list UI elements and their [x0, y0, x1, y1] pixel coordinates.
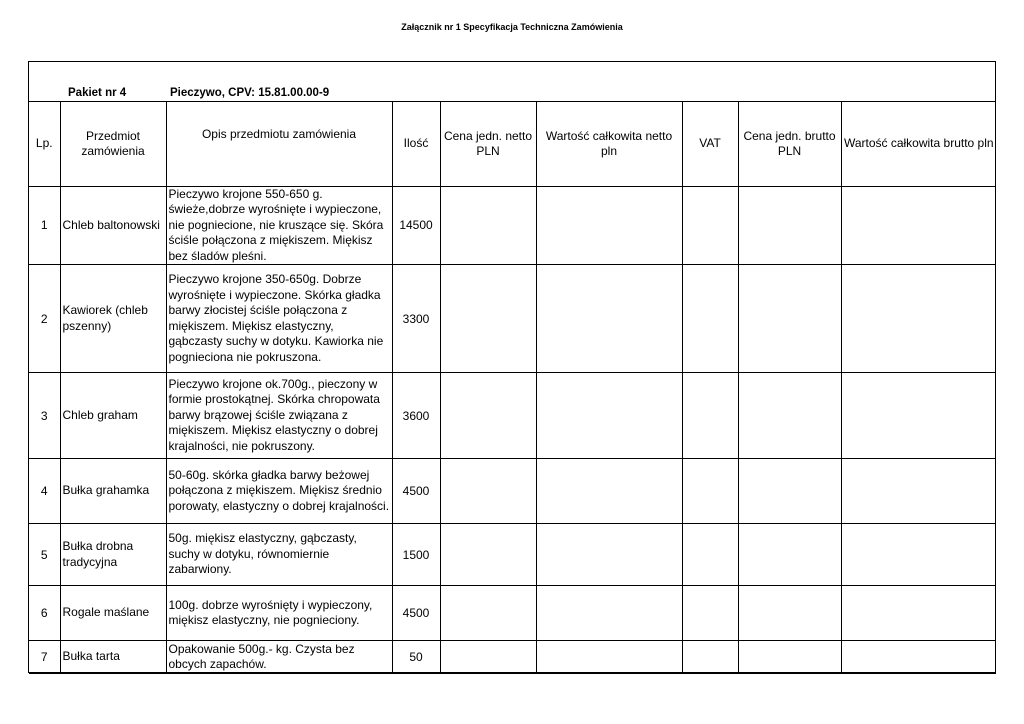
row-unit-gross: [738, 459, 841, 524]
row-vat: [682, 373, 738, 459]
row-description: Pieczywo krojone ok.700g., pieczony w formie prostokątnej. Skórka chropowata barwy brązowej ściśle związana z miękiszem. Miękisz elastyczny o dobrej krajalności, nie pokruszony.: [166, 373, 392, 459]
row-total-net: [536, 641, 682, 674]
row-unit-gross: [738, 265, 841, 373]
row-vat: [682, 265, 738, 373]
row-quantity: 4500: [392, 459, 440, 524]
row-lp: 1: [29, 186, 60, 265]
specification-table: [29, 102, 996, 674]
header-vat: VAT: [682, 102, 738, 186]
row-total-gross: [841, 524, 996, 586]
header-item: Przedmiot zamówienia: [60, 102, 166, 186]
row-lp: 4: [29, 459, 60, 524]
row-total-gross: [841, 586, 996, 641]
row-item: Kawiorek (chleb pszenny): [60, 265, 166, 373]
row-total-net: [536, 586, 682, 641]
row-description: 50g. miękisz elastyczny, gąbczasty, suchy w dotyku, równomiernie zabarwiony.: [166, 524, 392, 586]
header-total-net: Wartość całkowita netto pln: [536, 102, 682, 186]
row-unit-net: [440, 586, 536, 641]
table-row: [29, 524, 996, 586]
table-row: [29, 186, 996, 265]
row-item: Chleb baltonowski: [60, 186, 166, 265]
row-total-gross: [841, 186, 996, 265]
row-unit-gross: [738, 641, 841, 674]
header-unit-net: Cena jedn. netto PLN: [440, 102, 536, 186]
row-unit-net: [440, 265, 536, 373]
row-quantity: 14500: [392, 186, 440, 265]
row-vat: [682, 186, 738, 265]
package-number: Pakiet nr 4: [68, 87, 127, 99]
row-item: Bułka drobna tradycyjna: [60, 524, 166, 586]
row-total-gross: [841, 265, 996, 373]
row-quantity: 3300: [392, 265, 440, 373]
header-lp: Lp.: [29, 102, 60, 186]
row-total-net: [536, 186, 682, 265]
table-row: [29, 641, 996, 674]
row-unit-gross: [738, 373, 841, 459]
row-unit-net: [440, 373, 536, 459]
row-total-gross: [841, 373, 996, 459]
row-item: Bułka grahamka: [60, 459, 166, 524]
row-lp: 3: [29, 373, 60, 459]
header-quantity: Ilość: [392, 102, 440, 186]
row-unit-net: [440, 186, 536, 265]
header-total-gross: Wartość całkowita brutto pln: [841, 102, 996, 186]
row-quantity: 1500: [392, 524, 440, 586]
row-quantity: 3600: [392, 373, 440, 459]
table-header-row: [29, 102, 996, 186]
row-vat: [682, 586, 738, 641]
header-unit-gross: Cena jedn. brutto PLN: [738, 102, 841, 186]
row-description: 100g. dobrze wyrośnięty i wypieczony, miękisz elastyczny, nie pognieciony.: [166, 586, 392, 641]
row-lp: 7: [29, 641, 60, 674]
table-row: [29, 586, 996, 641]
row-total-net: [536, 265, 682, 373]
table-row: [29, 373, 996, 459]
row-quantity: 4500: [392, 586, 440, 641]
package-name: Pieczywo, CPV: 15.81.00.00-9: [170, 87, 330, 99]
row-total-gross: [841, 641, 996, 674]
row-description: 50-60g. skórka gładka barwy beżowej połączona z miękiszem. Miękisz średnio porowaty, elastyczny o dobrej krajalności.: [166, 459, 392, 524]
header-description: Opis przedmiotu zamówienia: [166, 102, 392, 186]
row-item: Chleb graham: [60, 373, 166, 459]
row-item: Rogale maślane: [60, 586, 166, 641]
row-vat: [682, 459, 738, 524]
table-row: [29, 265, 996, 373]
table-row: [29, 459, 996, 524]
row-lp: 2: [29, 265, 60, 373]
row-description: Opakowanie 500g.- kg. Czysta bez obcych zapachów.: [166, 641, 392, 674]
row-unit-net: [440, 459, 536, 524]
row-total-net: [536, 459, 682, 524]
row-vat: [682, 641, 738, 674]
row-lp: 5: [29, 524, 60, 586]
row-lp: 6: [29, 586, 60, 641]
row-total-net: [536, 373, 682, 459]
row-total-gross: [841, 459, 996, 524]
row-unit-gross: [738, 524, 841, 586]
row-item: Bułka tarta: [60, 641, 166, 674]
row-unit-gross: [738, 586, 841, 641]
row-unit-net: [440, 524, 536, 586]
row-unit-gross: [738, 186, 841, 265]
row-quantity: 50: [392, 641, 440, 674]
row-description: Pieczywo krojone 350-650g. Dobrze wyrośnięte i wypieczone. Skórka gładka barwy złocistej ściśle połączona z miękiszem. Miękisz elastyczny, gąbczasty suchy w dotyku. Kawiorka nie pognieciona nie pokruszona.: [166, 265, 392, 373]
document-title: Załącznik nr 1 Specyfikacja Techniczna Zamówienia: [401, 22, 623, 32]
row-vat: [682, 524, 738, 586]
row-total-net: [536, 524, 682, 586]
package-header-row: [29, 62, 995, 102]
spec-sheet: [28, 61, 996, 673]
row-unit-net: [440, 641, 536, 674]
row-description: Pieczywo krojone 550-650 g. świeże,dobrze wyrośnięte i wypieczone, nie pogniecione, nie kruszące się. Skóra ściśle połączona z miękiszem. Miękisz bez śladów pleśni.: [166, 186, 392, 265]
